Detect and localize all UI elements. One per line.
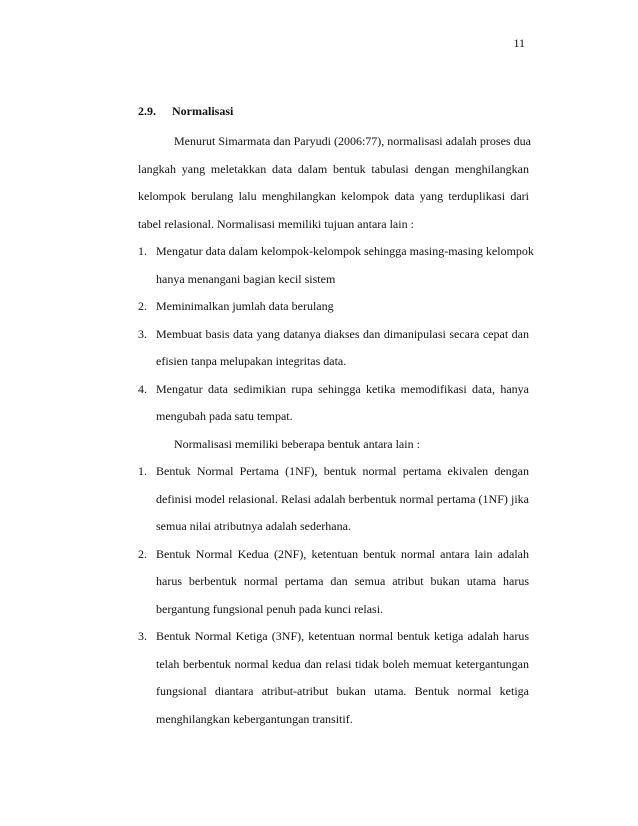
section-number: 2.9.: [138, 104, 156, 118]
paragraph-line: tabel relasional. Normalisasi memiliki tujuan antara lain :: [138, 216, 414, 231]
list-item-marker: 2.: [138, 299, 147, 313]
list-item-marker: 2.: [138, 546, 147, 561]
list-item-marker: 3.: [138, 326, 147, 341]
forms-list: [138, 464, 529, 739]
list-item-text: Meminimalkan jumlah data berulang: [156, 299, 334, 313]
list-item-line: semua nilai atributnya adalah sederhana.: [156, 519, 351, 533]
section-title: Normalisasi: [172, 104, 234, 118]
list-item-line: [138, 629, 529, 657]
list-item-text: Bentuk Normal Ketiga (3NF), ketentuan normal bentuk ketiga adalah harus: [156, 629, 529, 643]
list-item-line: [138, 244, 534, 272]
page-content: [138, 104, 534, 739]
list-item-line: definisi model relasional. Relasi adalah berbentuk normal pertama (1NF) jika: [156, 491, 529, 506]
list-item-text: Bentuk Normal Kedua (2NF), ketentuan bentuk normal antara lain adalah: [156, 546, 529, 561]
paragraph-line: Menurut Simarmata dan Paryudi (2006:77), normalisasi adalah proses dua: [174, 134, 531, 148]
forms-intro-line: Normalisasi memiliki beberapa bentuk antara lain :: [174, 436, 420, 451]
section-heading: [138, 104, 529, 122]
intro-paragraph: [138, 134, 529, 244]
goals-list: [138, 244, 534, 437]
list-item-marker: 1.: [138, 244, 147, 258]
list-item-line: [138, 547, 529, 575]
page-number: 11: [513, 36, 525, 50]
list-item-line: menghilangkan kebergantungan transitif.: [156, 711, 353, 726]
list-item-line: [138, 327, 529, 355]
list-item-marker: 3.: [138, 629, 147, 643]
list-item-line: [138, 299, 529, 327]
list-item-line: telah berbentuk normal kedua dan relasi tidak boleh memuat ketergantungan: [156, 656, 529, 671]
list-item-line: harus berbentuk normal pertama dan semua atribut bukan utama harus: [156, 574, 529, 588]
list-item-line: fungsional diantara atribut-atribut bukan utama. Bentuk normal ketiga: [156, 684, 529, 698]
list-item-text: Membuat basis data yang datanya diakses dan dimanipulasi secara cepat dan: [156, 326, 529, 341]
list-item-line: efisien tanpa melupakan integritas data.: [156, 354, 347, 368]
list-item-line: bergantung fungsional penuh pada kunci relasi.: [156, 601, 384, 616]
list-item-line: [138, 382, 529, 410]
paragraph-line: kelompok berulang lalu menghilangkan kelompok data yang terduplikasi dari: [138, 189, 529, 203]
paragraph-line: langkah yang meletakkan data dalam bentuk tabulasi dengan menghilangkan: [138, 161, 529, 176]
list-item-line: mengubah pada satu tempat.: [156, 409, 293, 423]
list-item-text: Bentuk Normal Pertama (1NF), bentuk normal pertama ekivalen dengan: [156, 464, 529, 478]
list-item-line: hanya menangani bagian kecil sistem: [156, 271, 336, 286]
list-item-line: [138, 464, 529, 492]
list-item-marker: 1.: [138, 464, 147, 478]
list-item-text: Mengatur data sedimikian rupa sehingga ketika memodifikasi data, hanya: [156, 381, 529, 396]
list-item-text: Mengatur data dalam kelompok-kelompok sehingga masing-masing kelompok: [156, 244, 534, 258]
list-item-marker: 4.: [138, 381, 147, 396]
